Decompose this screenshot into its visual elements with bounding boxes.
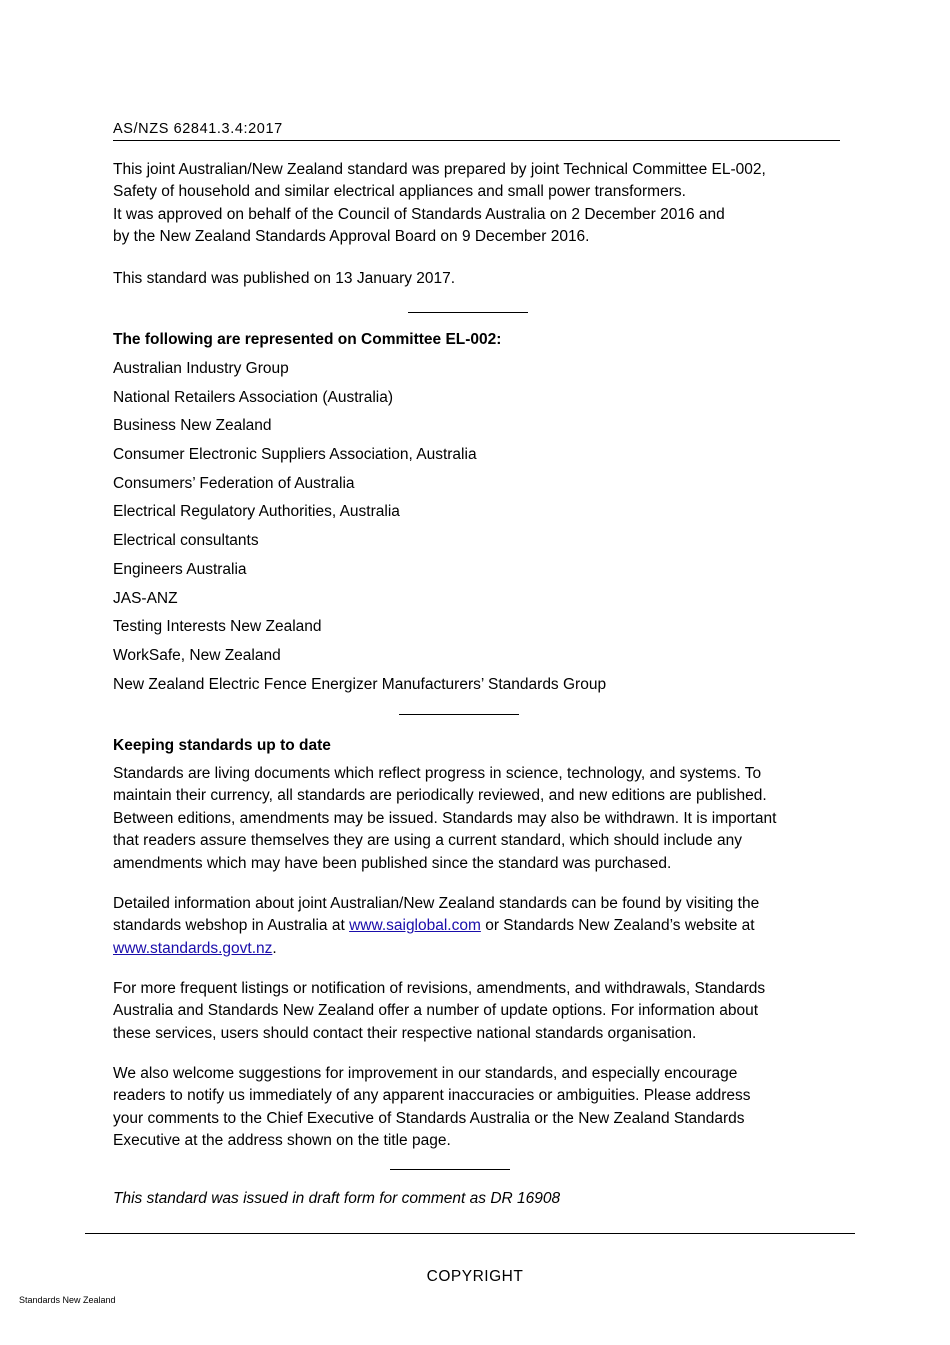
- paragraph-line: that readers assure themselves they are using a current standard, which should include any: [113, 832, 742, 850]
- committee-member: Business New Zealand: [113, 417, 272, 435]
- paragraph-text: or Standards New Zealand’s website at: [480, 917, 755, 935]
- header-divider: [113, 140, 840, 141]
- committee-member: JAS-ANZ: [113, 589, 178, 607]
- copyright-label: COPYRIGHT: [426, 1268, 524, 1285]
- paragraph-line: your comments to the Chief Executive of Standards Australia or the New Zealand Standards: [113, 1109, 745, 1127]
- update-options-paragraph: [113, 978, 813, 1045]
- committee-heading: The following are represented on Committee EL-002:: [113, 331, 502, 348]
- paragraph-line: readers to notify us immediately of any apparent inaccuracies or ambiguities. Please address: [113, 1087, 751, 1105]
- section-divider: [408, 312, 528, 313]
- committee-member: Testing Interests New Zealand: [113, 618, 322, 636]
- paragraph-line: Australia and Standards New Zealand offer a number of update options. For information about: [113, 1002, 759, 1020]
- committee-member: WorkSafe, New Zealand: [113, 646, 281, 664]
- footer-divider: [85, 1233, 855, 1234]
- document-code: AS/NZS 62841.3.4:2017: [113, 121, 283, 137]
- draft-note: This standard was issued in draft form for comment as DR 16908: [113, 1190, 561, 1207]
- intro-line: by the New Zealand Standards Approval Board on 9 December 2016.: [113, 228, 590, 246]
- keeping-up-to-date-heading: Keeping standards up to date: [113, 737, 331, 754]
- committee-member: Engineers Australia: [113, 560, 247, 578]
- committee-member-list: [113, 355, 606, 699]
- paragraph-line: For more frequent listings or notification of revisions, amendments, and withdrawals, Standards: [113, 980, 766, 997]
- section-divider: [390, 1169, 510, 1170]
- committee-member: Consumers’ Federation of Australia: [113, 474, 355, 492]
- paragraph-line: [113, 915, 813, 937]
- paragraph-line: Standards are living documents which reflect progress in science, technology, and systems. To: [113, 765, 762, 782]
- paragraph-line: amendments which may have been published since the standard was purchased.: [113, 854, 672, 872]
- living-documents-paragraph: [113, 763, 813, 875]
- suggestions-paragraph: [113, 1063, 813, 1153]
- intro-paragraph: [113, 159, 813, 249]
- paragraph-line: these services, users should contact their respective national standards organisation.: [113, 1024, 697, 1042]
- paragraph-line: Detailed information about joint Australian/New Zealand standards can be found by visiting the: [113, 895, 760, 912]
- published-date-text: This standard was published on 13 January 2017.: [113, 270, 456, 287]
- paragraph-line: [113, 938, 813, 960]
- paragraph-line: Between editions, amendments may be issued. Standards may also be withdrawn. It is important: [113, 809, 777, 827]
- paragraph-text: .: [272, 939, 277, 957]
- webshop-info-paragraph: [113, 893, 813, 960]
- paragraph-line: maintain their currency, all standards are periodically reviewed, and new editions are published.: [113, 787, 767, 805]
- saiglobal-link[interactable]: www.saiglobal.com: [349, 917, 481, 935]
- committee-member: Australian Industry Group: [113, 360, 289, 377]
- committee-member: Electrical consultants: [113, 532, 259, 550]
- committee-member: New Zealand Electric Fence Energizer Manufacturers’ Standards Group: [113, 675, 607, 693]
- section-divider: [399, 714, 519, 715]
- paragraph-line: We also welcome suggestions for improvement in our standards, and especially encourage: [113, 1065, 738, 1082]
- committee-member: National Retailers Association (Australia): [113, 388, 393, 406]
- intro-line: Safety of household and similar electrical appliances and small power transformers.: [113, 183, 686, 201]
- intro-line: It was approved on behalf of the Council of Standards Australia on 2 December 2016 and: [113, 205, 725, 223]
- standards-nz-link[interactable]: www.standards.govt.nz: [113, 939, 273, 957]
- paragraph-text: standards webshop in Australia at: [113, 917, 350, 935]
- publisher-sidemark: Standards New Zealand: [19, 1295, 116, 1305]
- paragraph-line: Executive at the address shown on the title page.: [113, 1132, 451, 1150]
- intro-line: This joint Australian/New Zealand standard was prepared by joint Technical Committee EL-002,: [113, 161, 766, 178]
- committee-member: Consumer Electronic Suppliers Association, Australia: [113, 446, 477, 464]
- committee-member: Electrical Regulatory Authorities, Australia: [113, 503, 400, 521]
